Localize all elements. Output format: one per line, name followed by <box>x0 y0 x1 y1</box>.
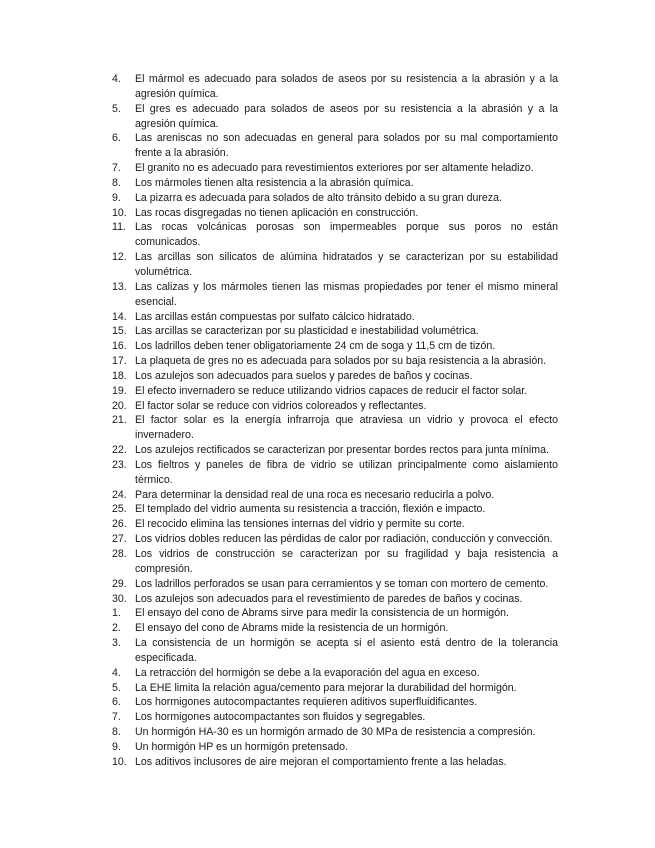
list-item <box>112 547 558 577</box>
list-item <box>112 324 558 339</box>
item-text: El granito no es adecuado para revestimientos exteriores por ser altamente heladizo. <box>135 162 534 175</box>
list-item <box>112 443 558 458</box>
item-text: Las calizas y los mármoles tienen las mismas propiedades por tener el mismo mineral esencial. <box>135 280 558 308</box>
item-text: El ensayo del cono de Abrams mide la resistencia de un hormigón. <box>135 622 449 635</box>
item-number: 5. <box>112 681 121 694</box>
item-text: Las arcillas son silicatos de alúmina hidratados y se caracterizan por su estabilidad volumétrica. <box>135 251 558 278</box>
list-item <box>112 220 558 250</box>
list-item <box>112 695 558 710</box>
list-item <box>112 384 558 399</box>
item-text: La EHE limita la relación agua/cemento para mejorar la durabilidad del hormigón. <box>135 681 517 694</box>
list-item <box>112 725 558 740</box>
statement-list <box>112 72 558 770</box>
item-text: Los hormigones autocompactantes son fluidos y segregables. <box>135 711 426 724</box>
item-text: Los vidrios de construcción se caracterizan por su fragilidad y baja resistencia a compresión. <box>135 548 558 575</box>
item-number: 1. <box>112 607 121 620</box>
item-number: 6. <box>112 132 121 145</box>
item-text: Un hormigón HP es un hormigón pretensado. <box>135 740 348 753</box>
list-item <box>112 755 558 770</box>
item-text: La pizarra es adecuada para solados de alto tránsito debido a su gran dureza. <box>135 191 502 204</box>
item-text: El recocido elimina las tensiones internas del vidrio y permite su corte. <box>135 518 465 531</box>
item-number: 23. <box>112 458 127 471</box>
list-item <box>112 502 558 517</box>
item-number: 19. <box>112 384 127 397</box>
item-text: El efecto invernadero se reduce utilizando vidrios capaces de reducir el factor solar. <box>135 384 528 397</box>
item-text: Los azulejos son adecuados para suelos y paredes de baños y cocinas. <box>135 369 473 382</box>
item-number: 5. <box>112 102 121 115</box>
item-text: El factor solar se reduce con vidrios coloreados y reflectantes. <box>135 399 427 412</box>
item-number: 10. <box>112 755 127 768</box>
item-number: 16. <box>112 340 127 353</box>
list-item <box>112 532 558 547</box>
item-text: Los ladrillos perforados se usan para cerramientos y se toman con mortero de cemento. <box>135 577 549 590</box>
item-text: Los azulejos rectificados se caracterizan por presentar bordes rectos para junta mínima. <box>135 444 549 457</box>
item-text: Los aditivos inclusores de aire mejoran el comportamiento frente a las heladas. <box>135 755 507 768</box>
item-number: 9. <box>112 191 121 204</box>
item-text: Los vidrios dobles reducen las pérdidas de calor por radiación, conducción y convección. <box>135 533 553 546</box>
item-number: 7. <box>112 162 121 175</box>
item-number: 15. <box>112 325 127 338</box>
list-item <box>112 131 558 161</box>
list-item <box>112 250 558 280</box>
item-number: 22. <box>112 444 127 457</box>
item-number: 27. <box>112 533 127 546</box>
item-number: 6. <box>112 696 121 709</box>
item-text: El ensayo del cono de Abrams sirve para medir la consistencia de un hormigón. <box>135 607 509 620</box>
list-item <box>112 280 558 310</box>
list-item <box>112 740 558 755</box>
item-number: 8. <box>112 726 121 739</box>
item-number: 26. <box>112 518 127 531</box>
item-text: Los hormigones autocompactantes requieren aditivos superfluidificantes. <box>135 696 478 709</box>
item-number: 8. <box>112 176 121 189</box>
list-item <box>112 592 558 607</box>
list-item <box>112 488 558 503</box>
item-number: 9. <box>112 740 121 753</box>
item-number: 12. <box>112 251 127 264</box>
list-item <box>112 606 558 621</box>
item-number: 29. <box>112 577 127 590</box>
item-number: 2. <box>112 622 121 635</box>
list-item <box>112 577 558 592</box>
item-text: Los ladrillos deben tener obligatoriamente 24 cm de soga y 11,5 cm de tizón. <box>135 340 496 353</box>
item-text: Las arcillas están compuestas por sulfato cálcico hidratado. <box>135 310 415 323</box>
item-number: 24. <box>112 488 127 501</box>
list-item <box>112 517 558 532</box>
list-item <box>112 710 558 725</box>
item-number: 20. <box>112 399 127 412</box>
item-text: El mármol es adecuado para solados de aseos por su resistencia a la abrasión y a la agresión química. <box>135 73 558 100</box>
list-item <box>112 458 558 488</box>
item-number: 3. <box>112 637 121 650</box>
item-number: 28. <box>112 548 127 560</box>
item-text: Los mármoles tienen alta resistencia a la abrasión química. <box>135 176 414 189</box>
item-text: Los azulejos son adecuados para el revestimiento de paredes de baños y cocinas. <box>135 592 523 605</box>
list-item <box>112 666 558 681</box>
item-text: Los fieltros y paneles de fibra de vidrio se utilizan principalmente como aislamiento térmico. <box>135 458 558 486</box>
item-text: Las arcillas se caracterizan por su plasticidad e inestabilidad volumétrica. <box>135 325 479 338</box>
item-number: 17. <box>112 355 127 368</box>
item-number: 14. <box>112 310 127 323</box>
item-text: El gres es adecuado para solados de aseos por su resistencia a la abrasión y a la agresión química. <box>135 102 558 130</box>
list-item <box>112 310 558 325</box>
item-number: 21. <box>112 414 127 427</box>
list-item <box>112 161 558 176</box>
list-item <box>112 399 558 414</box>
list-item <box>112 339 558 354</box>
item-number: 4. <box>112 666 121 679</box>
list-item <box>112 681 558 696</box>
list-item <box>112 102 558 132</box>
item-text: La plaqueta de gres no es adecuada para solados por su baja resistencia a la abrasión. <box>135 355 547 368</box>
list-item <box>112 413 558 443</box>
list-item <box>112 636 558 666</box>
item-text: Las rocas disgregadas no tienen aplicación en construcción. <box>135 206 419 219</box>
item-number: 13. <box>112 280 127 293</box>
item-text: El factor solar es la energía infrarroja que atraviesa un vidrio y provoca el efecto invernadero. <box>135 414 558 442</box>
item-number: 7. <box>112 711 121 724</box>
item-number: 30. <box>112 592 127 605</box>
item-number: 18. <box>112 369 127 382</box>
item-text: La consistencia de un hormigón se acepta si el asiento está dentro de la tolerancia especificada. <box>135 637 558 664</box>
item-number: 11. <box>112 221 126 234</box>
item-text: Las areniscas no son adecuadas en general para solados por su mal comportamiento frente a la abrasión. <box>135 132 558 160</box>
item-number: 4. <box>112 73 121 85</box>
item-number: 10. <box>112 206 127 219</box>
item-text: Para determinar la densidad real de una roca es necesario reducirla a polvo. <box>135 488 495 501</box>
item-text: Las rocas volcánicas porosas son impermeables porque sus poros no están comunicados. <box>135 221 558 249</box>
item-text: Un hormigón HA-30 es un hormigón armado de 30 MPa de resistencia a compresión. <box>135 726 536 739</box>
item-number: 25. <box>112 503 127 516</box>
list-item <box>112 176 558 191</box>
list-item <box>112 369 558 384</box>
list-item <box>112 206 558 221</box>
list-item <box>112 621 558 636</box>
item-text: La retracción del hormigón se debe a la evaporación del agua en exceso. <box>135 666 480 679</box>
list-item <box>112 354 558 369</box>
list-item <box>112 72 558 102</box>
list-item <box>112 191 558 206</box>
item-text: El templado del vidrio aumenta su resistencia a tracción, flexión e impacto. <box>135 503 486 516</box>
